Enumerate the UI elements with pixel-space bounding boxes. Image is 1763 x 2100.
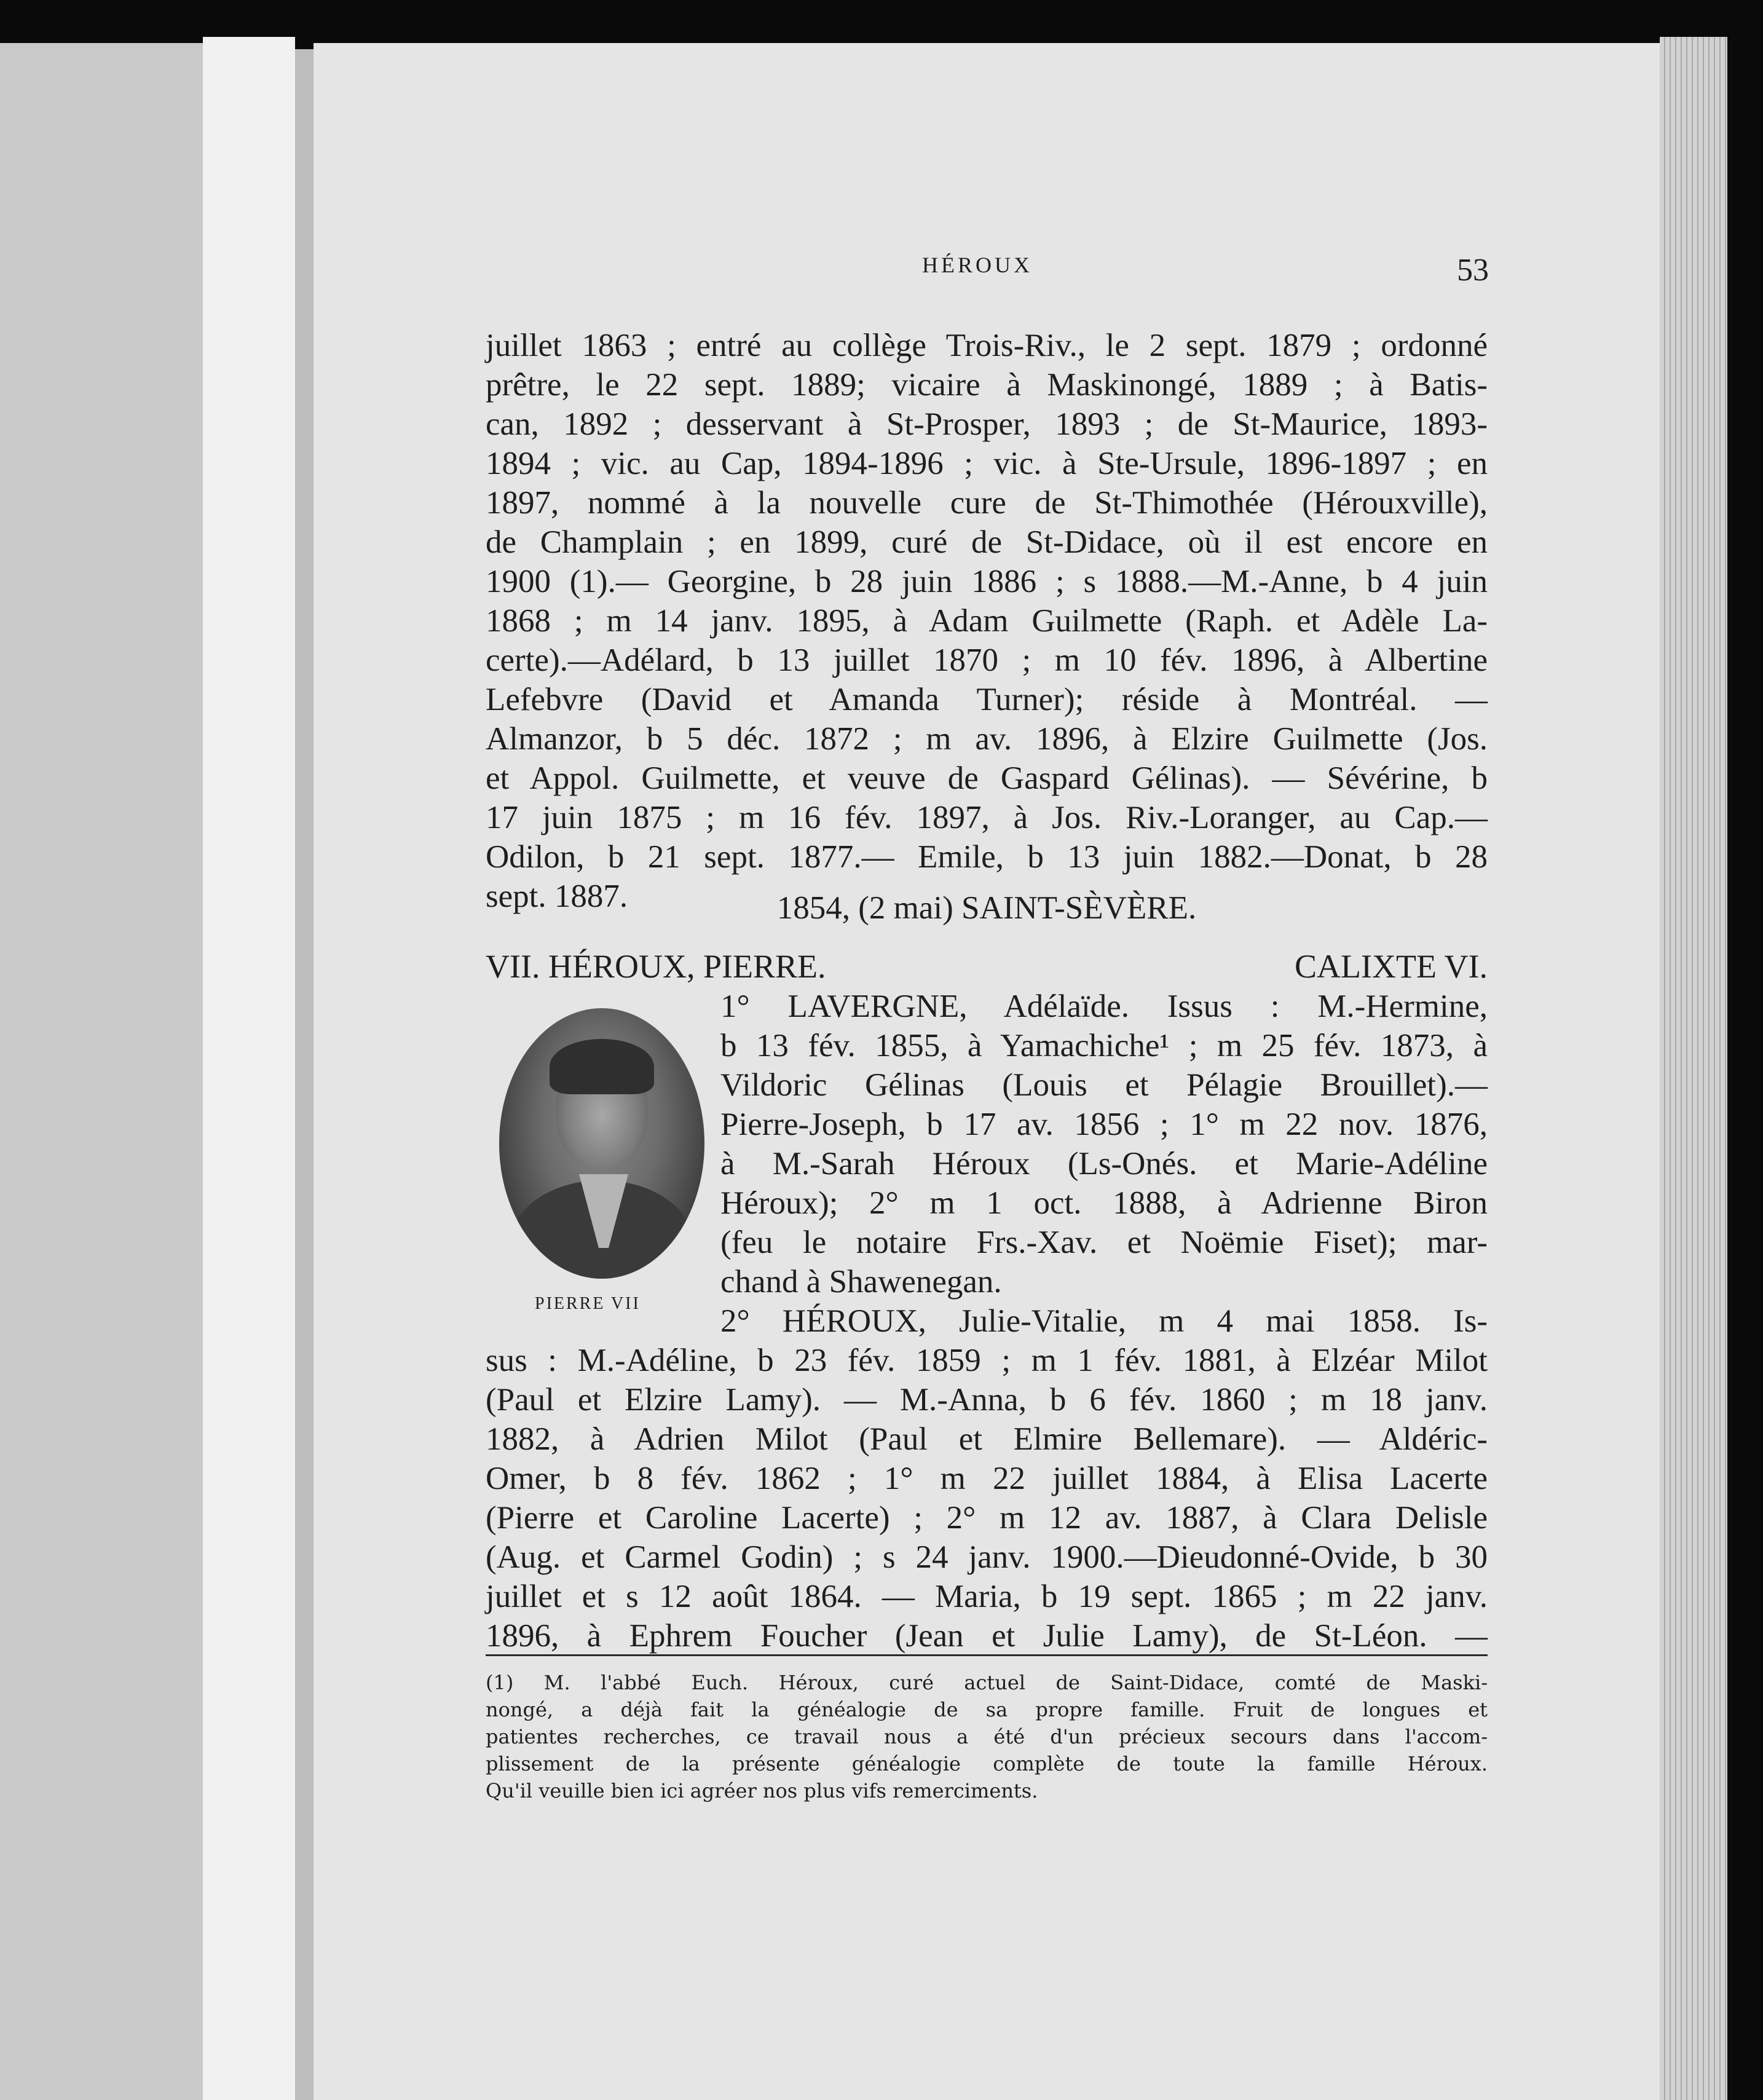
body-line: (Aug. et Carmel Godin) ; s 24 janv. 1900.—Dieudonné-Ovide, b 30 xyxy=(486,1539,1488,1575)
previous-page-margin xyxy=(0,43,203,2100)
footnote-line: patientes recherches, ce travail nous a été d'un précieux secours dans l'accom- xyxy=(486,1725,1488,1748)
body-line: juillet et s 12 août 1864. — Maria, b 19 sept. 1865 ; m 22 janv. xyxy=(486,1579,1488,1614)
body-line: sept. 1887. xyxy=(486,878,628,914)
body-line: Odilon, b 21 sept. 1877.— Emile, b 13 juin 1882.—Donat, b 28 xyxy=(486,839,1488,875)
body-line: (Paul et Elzire Lamy). — M.-Anna, b 6 fév. 1860 ; m 18 janv. xyxy=(486,1382,1488,1418)
body-line: 17 juin 1875 ; m 16 fév. 1897, à Jos. Riv.-Loranger, au Cap.— xyxy=(486,800,1488,835)
body-line: sus : M.-Adéline, b 23 fév. 1859 ; m 1 fév. 1881, à Elzéar Milot xyxy=(486,1343,1488,1378)
footnote-rule xyxy=(486,1654,1488,1656)
body-line: prêtre, le 22 sept. 1889; vicaire à Maskinongé, 1889 ; à Batis- xyxy=(486,367,1488,403)
portrait-photo xyxy=(499,1008,704,1279)
section-heading: 1854, (2 mai) SAINT-SÈVÈRE. xyxy=(776,890,1197,926)
body-line: 1900 (1).— Georgine, b 28 juin 1886 ; s 1888.—M.-Anne, b 4 juin xyxy=(486,564,1488,599)
body-line: 2° HÉROUX, Julie-Vitalie, m 4 mai 1858. Is- xyxy=(720,1303,1488,1339)
footnote-line: nongé, a déjà fait la généalogie de sa propre famille. Fruit de longues et xyxy=(486,1698,1488,1721)
body-line: Omer, b 8 fév. 1862 ; 1° m 22 juillet 1884, à Elisa Lacerte xyxy=(486,1461,1488,1496)
body-line: chand à Shawenegan. xyxy=(720,1264,1002,1300)
body-line: (Pierre et Caroline Lacerte) ; 2° m 12 av. 1887, à Clara Delisle xyxy=(486,1500,1488,1536)
footnote-line: plissement de la présente généalogie complète de toute la famille Héroux. xyxy=(486,1752,1488,1775)
body-line: b 13 fév. 1855, à Yamachiche¹ ; m 25 fév. 1873, à xyxy=(720,1028,1488,1064)
body-line: (feu le notaire Frs.-Xav. et Noëmie Fiset); mar- xyxy=(720,1225,1488,1260)
binding-strip xyxy=(203,37,295,2100)
portrait-caption: PIERRE VII xyxy=(535,1294,641,1313)
body-line: 1896, à Ephrem Foucher (Jean et Julie Lamy), de St-Léon. — xyxy=(486,1618,1488,1654)
body-line: Vildoric Gélinas (Louis et Pélagie Brouillet).— xyxy=(720,1067,1488,1103)
body-line: 1882, à Adrien Milot (Paul et Elmire Bellemare). — Aldéric- xyxy=(486,1421,1488,1457)
body-line: 1868 ; m 14 janv. 1895, à Adam Guilmette (Raph. et Adèle La- xyxy=(486,603,1488,639)
body-line: de Champlain ; en 1899, curé de St-Didace, où il est encore en xyxy=(486,524,1488,560)
body-line: à M.-Sarah Héroux (Ls-Onés. et Marie-Adéline xyxy=(720,1146,1488,1182)
body-line: juillet 1863 ; entré au collège Trois-Riv., le 2 sept. 1879 ; ordonné xyxy=(486,328,1488,363)
footnote-line: (1) M. l'abbé Euch. Héroux, curé actuel de Saint-Didace, comté de Maski- xyxy=(486,1671,1488,1694)
body-line: 1° LAVERGNE, Adélaïde. Issus : M.-Hermine, xyxy=(720,989,1488,1024)
page-edges xyxy=(1660,37,1727,2100)
body-line: et Appol. Guilmette, et veuve de Gaspard Gélinas). — Sévérine, b xyxy=(486,760,1488,796)
running-head: HÉROUX xyxy=(922,253,1033,277)
body-line: Almanzor, b 5 déc. 1872 ; m av. 1896, à Elzire Guilmette (Jos. xyxy=(486,721,1488,757)
body-line: 1897, nommé à la nouvelle cure de St-Thimothée (Hérouxville), xyxy=(486,485,1488,521)
entry-heading-name: VII. HÉROUX, PIERRE. xyxy=(486,948,826,985)
body-line: 1894 ; vic. au Cap, 1894-1896 ; vic. à Ste-Ursule, 1896-1897 ; en xyxy=(486,446,1488,481)
body-line: Héroux); 2° m 1 oct. 1888, à Adrienne Biron xyxy=(720,1185,1488,1221)
page-number: 53 xyxy=(1457,253,1489,288)
body-line: Lefebvre (David et Amanda Turner); réside à Montréal. — xyxy=(486,682,1488,717)
binding-gutter xyxy=(295,49,314,2100)
body-line: can, 1892 ; desservant à St-Prosper, 1893 ; de St-Maurice, 1893- xyxy=(486,406,1488,442)
footnote-line: Qu'il veuille bien ici agréer nos plus vifs remerciments. xyxy=(486,1779,1038,1802)
body-line: Pierre-Joseph, b 17 av. 1856 ; 1° m 22 nov. 1876, xyxy=(720,1107,1488,1142)
entry-heading-parent: CALIXTE VI. xyxy=(1295,948,1488,985)
portrait-hair xyxy=(550,1039,654,1094)
body-line: certe).—Adélard, b 13 juillet 1870 ; m 10 fév. 1896, à Albertine xyxy=(486,642,1488,678)
